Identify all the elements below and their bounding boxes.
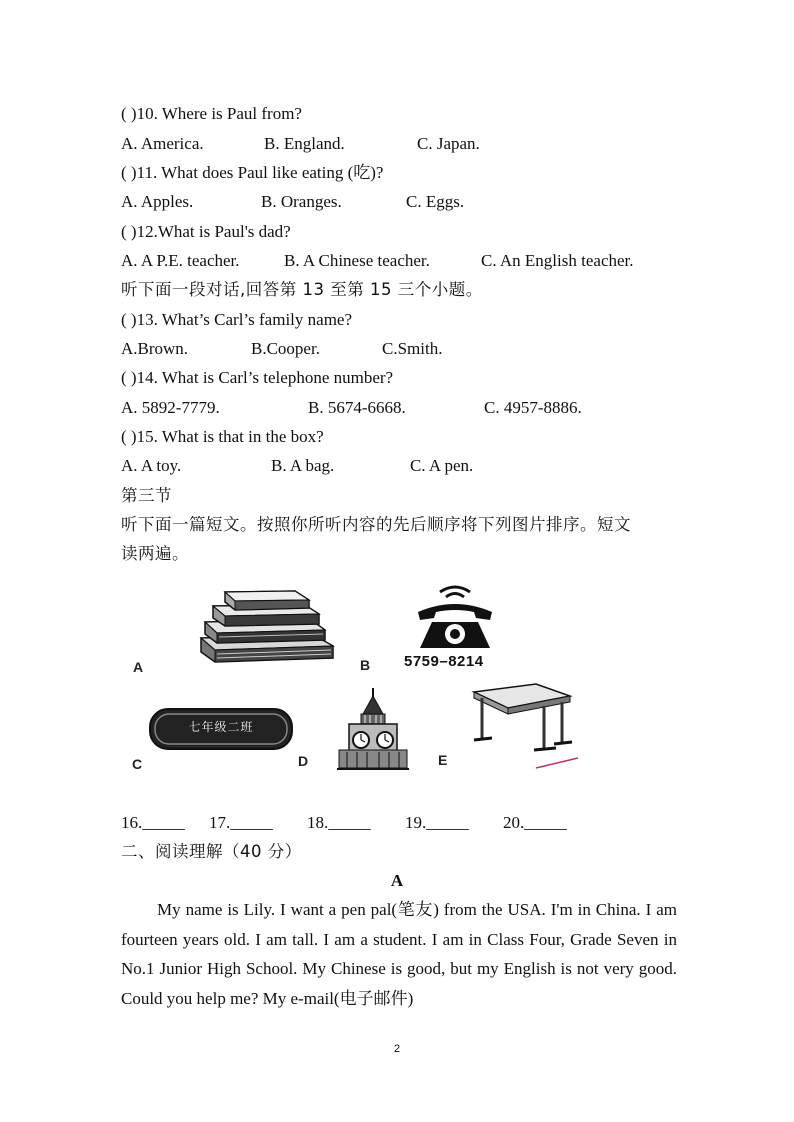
picture-label-d: D	[298, 753, 309, 769]
question-13: ( )13. What’s Carl’s family name?	[121, 310, 353, 329]
option-b: B. England.	[264, 134, 345, 153]
option-c: C. 4957-8886.	[484, 398, 582, 417]
option-c: C. A pen.	[410, 456, 474, 475]
passage-label: A	[390, 871, 404, 890]
picture-label-c: C	[132, 756, 143, 772]
desk-icon	[466, 682, 584, 776]
telephone-icon	[410, 582, 500, 652]
option-c: C. Japan.	[417, 134, 480, 153]
section-title: 第三节	[121, 486, 172, 505]
books-icon	[195, 588, 340, 666]
page-number: 2	[393, 1043, 401, 1055]
section-instruction-cont: 读两遍。	[121, 544, 189, 563]
option-a: A. A P.E. teacher.	[121, 251, 240, 270]
option-a: A. America.	[121, 134, 204, 153]
question-10: ( )10. Where is Paul from?	[121, 104, 302, 123]
option-a: A. A toy.	[121, 456, 182, 475]
blank-19[interactable]: 19._____	[405, 813, 469, 832]
clock-tower-icon	[335, 688, 411, 770]
option-b: B.Cooper.	[251, 339, 320, 358]
blank-20[interactable]: 20._____	[503, 813, 567, 832]
option-b: B. Oranges.	[261, 192, 342, 211]
blank-17[interactable]: 17._____	[209, 813, 273, 832]
option-a: A.Brown.	[121, 339, 189, 358]
question-14: ( )14. What is Carl’s telephone number?	[121, 368, 394, 387]
option-c: C. Eggs.	[406, 192, 465, 211]
phone-number: 5759–8214	[404, 653, 484, 670]
question-15: ( )15. What is that in the box?	[121, 427, 324, 446]
option-b: B. A Chinese teacher.	[284, 251, 430, 270]
passage-text: My name is Lily. I want a pen pal(笔友) from the USA. I'm in China. I am fourteen years old. I am tall. I am a student. I am in Class Four, Grade Seven in No.1 Junior High School. My Chinese is good, but my English is not very good. Could you help me? My e-mail(电子邮件)	[121, 900, 677, 1008]
section-instruction: 听下面一篇短文。按照你所听内容的先后顺序将下列图片排序。短文	[121, 515, 631, 534]
blank-16[interactable]: 16._____	[121, 813, 185, 832]
question-11: ( )11. What does Paul like eating (吃)?	[121, 163, 384, 182]
dialog-instruction: 听下面一段对话,回答第 13 至第 15 三个小题。	[121, 280, 483, 299]
blank-18[interactable]: 18._____	[307, 813, 371, 832]
picture-label-e: E	[438, 752, 448, 768]
option-b: B. 5674-6668.	[308, 398, 406, 417]
option-a: A. Apples.	[121, 192, 194, 211]
question-12: ( )12.What is Paul's dad?	[121, 222, 291, 241]
option-c: C. An English teacher.	[481, 251, 634, 270]
class-plate-text: 七年级二班	[188, 720, 254, 734]
part-heading: 二、阅读理解（40 分）	[121, 842, 302, 861]
option-b: B. A bag.	[271, 456, 335, 475]
picture-label-a: A	[133, 659, 144, 675]
option-a: A. 5892-7779.	[121, 398, 220, 417]
picture-label-b: B	[360, 657, 371, 673]
option-c: C.Smith.	[382, 339, 443, 358]
